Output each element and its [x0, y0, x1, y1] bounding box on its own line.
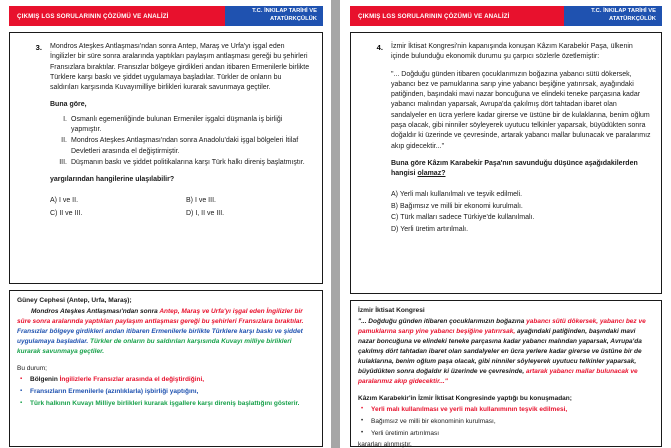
option-c[interactable]	[391, 213, 651, 224]
question-3-body	[50, 42, 312, 219]
text-run: Antep, Maraş ve Urfa'yı işgal eden İngilizler bir süre sonra aralarında yaptıkları paylaşım antlaşması gereği bu şehirleri Fransızlara bıraktılar.	[17, 308, 304, 326]
option-d-key: D)	[186, 209, 194, 217]
question-4-number: 4.	[376, 43, 383, 52]
text-run: Yerli üretimin artırılması	[371, 429, 440, 437]
roman-item-text: Osmanlı egemenliğinde bulunan Ermeniler işgalci düşmanla iş birliği yapmıştır.	[71, 115, 283, 133]
option-b-text: I ve III.	[194, 197, 216, 205]
question-3-head	[18, 42, 312, 219]
question-4-quote: "... Doğduğu günden itibaren çocuklarımızın boğazına yabancı sütü dökersek, yabancı bez ve pamuklarına sarıp yine yabancı beşiğine yatırırsak, ayağındaki patiğinden, başındaki mavi nazar boncuğuna ve elindeki teneke parçasına kadar yabancı malından yaparsak, Avrupa'da çakılmış dört tahtadan ibaret olan sandalyeler en ücra yerlere kadar girerse ve üstüne bir de kulaklarına, benim oğlum paşa olacak, gibi ninniler söyleyerek uyutucu telkinler yaparsak, büyüdükten sonra doğaldır ki üzerinde ve çevresinde, artarak yabancı mallar bulunacak ve paralarımız akıp gidecektir..."	[391, 70, 651, 150]
text-run: artarak yabancı mallar bulunacak ve paralarımız akıp gidecektir..."	[358, 368, 638, 386]
question-3-ask: yargılarından hangilerine ulaşılabilir?	[50, 176, 175, 184]
text-run: Türkler de onların bu saldırıları karşısında Kuvayı milliye birlikleri kurarak savunmaya geçtiler.	[17, 338, 292, 356]
question-3-stem: Mondros Ateşkes Antlaşması'ndan sonra Antep, Maraş ve Urfa'yı işgal eden İngilizler bir süre sonra aralarında yaptıkları paylaşım antlaşması gereği bu şehirleri Fransızlara bıraktılar. Fransızlar bölgeye girdikleri andan itibaren Ermenilerle birlikte Türklere karşı baskı ve şiddet uygulamaya başladılar. Türkler de onların bu saldırıları karşısında Kuvayımilliye birlikleri kurarak savunmaya geçtiler.	[50, 43, 310, 92]
list-item	[17, 387, 315, 397]
explanation-box-3	[9, 290, 323, 447]
text-run: Bölgenin	[30, 376, 60, 384]
list-item-text	[371, 417, 654, 427]
roman-item-number: III.	[59, 158, 67, 166]
header-subject-right	[564, 6, 662, 26]
page-gutter	[331, 0, 340, 448]
question-4-body	[391, 42, 651, 236]
question-4-ask	[391, 159, 651, 180]
explanation-3-paragraph	[17, 307, 315, 357]
text-run: Bağımsız ve milli bir ekonominin kurulması,	[371, 418, 496, 426]
option-c[interactable]	[50, 209, 176, 219]
text-run: Mondros Ateşkes Antlaşması'ndan sonra	[31, 308, 160, 315]
question-4-options	[391, 190, 651, 235]
bullet-icon: •	[361, 406, 364, 413]
option-b[interactable]	[391, 202, 651, 213]
text-run: yabancı sütü dökersek, yabancı bez ve pamuklarına sarıp yine yabancı beşiğine yatırırsak,	[358, 318, 646, 336]
text-run: Fransızlar bölgeye girdikleri andan itibaren Ermenilerle birlikte Türklere karşı baskı ve şiddet uygulamaya başladılar.	[17, 328, 303, 346]
bullet-icon: •	[361, 429, 364, 436]
header-title-left: ÇIKMIŞ LGS SORULARININ ÇÖZÜMÜ VE ANALİZİ	[9, 6, 225, 26]
option-b-key: B)	[391, 202, 398, 210]
roman-item	[50, 158, 312, 168]
option-a-key: A)	[50, 197, 57, 205]
option-c-text: II ve III.	[59, 209, 83, 217]
explanation-4-list	[358, 405, 654, 438]
question-box-3	[9, 32, 323, 284]
question-3-options	[50, 196, 312, 219]
option-a-text: Yerli malı kullanılmalı ve teşvik edilmeli.	[399, 191, 523, 199]
bullet-icon: ▪	[20, 376, 23, 383]
bullet-icon: ▪	[20, 388, 23, 395]
list-item-text	[371, 429, 654, 439]
explanation-3-list	[17, 375, 315, 408]
question-4-ask-emphasis: olamaz?	[417, 170, 446, 178]
option-d[interactable]	[391, 225, 651, 236]
question-3-subheading: Buna göre,	[50, 101, 87, 109]
option-d[interactable]	[186, 209, 312, 219]
question-4-head	[359, 42, 651, 236]
explanation-4-paragraph	[358, 317, 654, 387]
list-item	[358, 429, 654, 439]
option-d-text: Yerli üretim artırılmalı.	[400, 225, 469, 233]
header-subject-line1: T.C. İNKILAP TARİHİ VE	[252, 8, 317, 15]
option-c-key: C)	[50, 209, 58, 217]
option-a-key: A)	[391, 191, 398, 199]
question-4-stem: İzmir İktisat Kongresi'nin kapanışında konuşan Kâzım Karabekir Paşa, ülkenin içinde bulunduğu ekonomik durumu şu çarpıcı sözlerle özetlemiştir:	[391, 43, 633, 61]
roman-item-text: Düşmanın baskı ve şiddet politikalarına karşı Türk halkı direniş başlatmıştır.	[71, 158, 305, 166]
explanation-4-lead: Kâzım Karabekir'in İzmir İktisat Kongresinde yaptığı bu konuşmadan;	[358, 395, 572, 403]
list-item	[358, 417, 654, 427]
page-header-right	[350, 6, 662, 26]
list-item	[17, 375, 315, 385]
option-a-text: I ve II.	[58, 197, 79, 205]
option-b-text: Bağımsız ve milli bir ekonomi kurulmalı.	[399, 202, 523, 210]
header-title-right: ÇIKMIŞ LGS SORULARININ ÇÖZÜMÜ VE ANALİZİ	[350, 6, 564, 26]
question-3-number: 3.	[35, 43, 42, 52]
explanation-3-lead: Bu durum;	[17, 365, 47, 373]
page-header-left	[9, 6, 323, 26]
list-item-text	[30, 399, 315, 409]
bullet-icon: •	[361, 418, 364, 425]
text-run: Türk halkının Kuvayı Milliye birlikleri kurarak işgallere karşı direniş başlattığını gösterir.	[30, 399, 300, 407]
explanation-3-title: Güney Cephesi (Antep, Urfa, Maraş);	[17, 297, 132, 304]
roman-item	[50, 115, 312, 136]
header-subject-left	[225, 6, 323, 26]
explanation-4-footer: kararları alınmıştır.	[358, 440, 412, 448]
option-c-text: Türk malları sadece Türkiye'de kullanılmalı.	[400, 214, 535, 222]
page-right	[340, 0, 671, 448]
text-run: Yerli malı kullanılması ve yerli malı kullanımının teşvik edilmesi,	[371, 406, 568, 414]
list-item	[358, 405, 654, 415]
text-run: ayağındaki patiğinden, başındaki mavi nazar boncuğuna ve elindeki teneke parçasına kadar yabancı malından yaparsak, Avrupa'da çakılmış dört tahtadan ibaret olan sandalyeler en ücra yerlere kadar girerse ve üstüne bir de kulaklarına, benim oğlum paşa olacak,	[358, 328, 642, 366]
question-3-roman-list	[50, 115, 312, 168]
question-box-4	[350, 32, 662, 294]
option-a[interactable]	[391, 190, 651, 201]
list-item-text	[30, 387, 315, 397]
list-item-text	[30, 375, 315, 385]
list-item-text	[371, 405, 654, 415]
header-subject-line2: ATATÜRKÇÜLÜK	[608, 16, 656, 22]
header-subject-line1: T.C. İNKILAP TARİHİ VE	[591, 8, 656, 15]
bullet-icon: ▪	[20, 399, 23, 406]
text-run: "... Doğduğu günden itibaren çocuklarımızın boğazına	[358, 318, 527, 325]
header-subject-line2: ATATÜRKÇÜLÜK	[269, 16, 317, 22]
option-b-key: B)	[186, 197, 193, 205]
option-b[interactable]	[186, 196, 312, 206]
roman-item-text: Mondros Ateşkes Antlaşması'ndan sonra Anadolu'daki işgal bölgeleri İtilaf Devletleri arasında el değiştirmiştir.	[71, 137, 299, 155]
page-left	[0, 0, 331, 448]
roman-item	[50, 136, 312, 157]
roman-item-number: II.	[61, 137, 67, 145]
question-4-ask-text: Buna göre Kâzım Karabekir Paşa'nın savunduğu düşünce aşağıdakilerden hangisi	[391, 159, 638, 178]
option-d-key: D)	[391, 225, 399, 233]
text-run: İngilizlerle Fransızlar arasında el değiştirdiğini,	[59, 376, 205, 384]
text-run: gibi ninniler söyleyerek uyutucu telkinler yaparsak, büyüdükten sonra doğaldır ki üzerinde ve çevresinde,	[358, 358, 637, 376]
roman-item-number: I.	[63, 115, 67, 123]
option-d-text: I, II ve III.	[195, 209, 225, 217]
option-a[interactable]	[50, 196, 176, 206]
option-c-key: C)	[391, 214, 399, 222]
explanation-4-title: İzmir İktisat Kongresi	[358, 307, 425, 314]
list-item	[17, 399, 315, 409]
explanation-box-4	[350, 300, 662, 447]
text-run: Fransızların Ermenilerle (azınlıklarla) işbirliği yaptığını,	[30, 388, 199, 396]
